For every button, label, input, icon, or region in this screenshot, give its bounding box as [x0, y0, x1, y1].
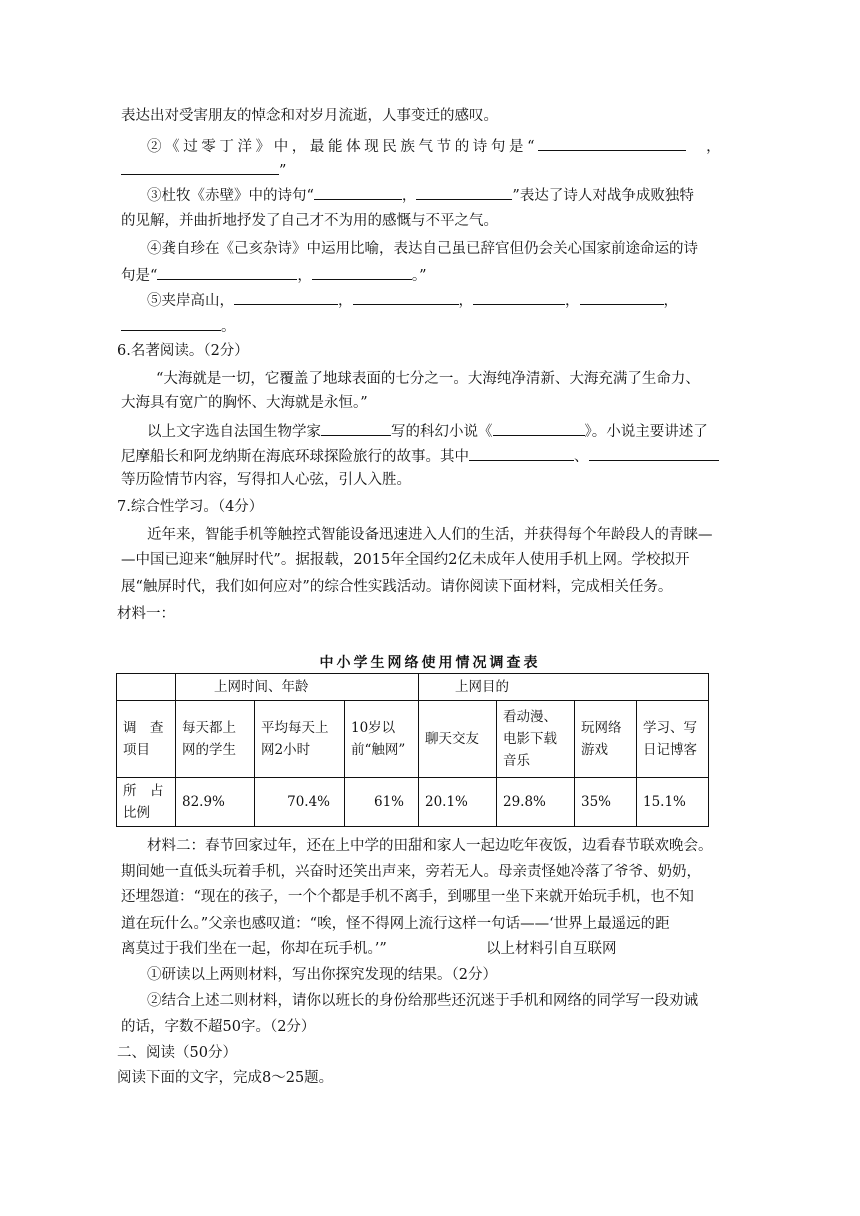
question-heading: 7.综合性学习。（4分）	[117, 499, 264, 515]
text-line: 大海具有宽广的胸怀、大海就是永恒。”	[121, 395, 368, 411]
material-label: 材料一：	[117, 606, 175, 622]
section-heading: 二、阅读（50分）	[117, 1045, 237, 1061]
text-line: 还埋怨道：“现在的孩子，一个个都是手机不离手，到哪里一坐下来就开始玩手机，也不知	[121, 889, 694, 905]
table-header-cell: 学习、写日记博客	[637, 701, 709, 778]
table-cell: 29.8%	[497, 778, 575, 827]
text-line: “大海就是一切，它覆盖了地球表面的七分之一。大海纯净清新、大海充满了生命力、	[156, 371, 700, 387]
table-row-label: 所 占 比例	[117, 778, 176, 827]
table-group-header: 上网时间、年龄	[176, 674, 419, 701]
table-cell: 70.4%	[255, 778, 345, 827]
text-line: 道在玩什么。”父亲也感叹道：“唉，怪不得网上流行这样一句话——‘世界上最遥远的距	[121, 916, 670, 932]
survey-table	[116, 673, 709, 827]
answer-blank[interactable]	[234, 290, 338, 305]
answer-blank[interactable]	[157, 265, 297, 280]
table-row	[117, 701, 709, 778]
answer-blank[interactable]	[493, 421, 585, 436]
text-line: 材料二：春节回家过年，还在上中学的田甜和家人一起边吃年夜饭，边看春节联欢晚会。	[147, 838, 713, 854]
answer-blank[interactable]	[121, 316, 221, 331]
text-line: 等历险情节内容，写得扣人心弦，引人入胜。	[121, 472, 411, 488]
answer-blank[interactable]	[353, 290, 459, 305]
text-line: ④龚自珍在《己亥杂诗》中运用比喻，表达自己虽已辞官但仍会关心国家前途命运的诗	[147, 241, 698, 257]
table-row	[117, 778, 709, 827]
table-header-cell: 每天都上网的学生	[176, 701, 255, 778]
table-cell: 82.9%	[176, 778, 255, 827]
table-header-cell: 10岁以前“触网”	[345, 701, 419, 778]
table-cell: 35%	[575, 778, 637, 827]
table-header-cell: 看动漫、电影下载音乐	[497, 701, 575, 778]
answer-blank[interactable]	[312, 265, 412, 280]
text-line: 近年来，智能手机等触控式智能设备迅速进入人们的生活，并获得每个年龄段人的青睐—	[147, 527, 713, 543]
question-line: ②《过零丁洋》中，最能体现民族气节的诗句是“ ，	[147, 136, 724, 157]
question-line: 句是“ ， 。”	[121, 265, 427, 286]
table-row-label: 调 查 项目	[117, 701, 176, 778]
text-line: —中国已迎来“触屏时代”。据报载，2015年全国约2亿未成年人使用手机上网。学校拟开	[121, 552, 690, 568]
text-line: 的见解，并曲折地抒发了自己才不为用的感慨与不平之气。	[121, 213, 498, 229]
table-group-header: 上网目的	[419, 674, 709, 701]
answer-blank[interactable]	[121, 160, 279, 175]
table-header-cell: 玩网络游戏	[575, 701, 637, 778]
question-line: 。	[121, 316, 236, 337]
table-cell: 20.1%	[419, 778, 497, 827]
task-line: 的话，字数不超50字。（2分）	[121, 1019, 316, 1035]
answer-blank[interactable]	[321, 421, 391, 436]
question-line: 尼摩船长和阿龙纳斯在海底环球探险旅行的故事。其中 、	[121, 446, 719, 467]
answer-blank[interactable]	[580, 290, 664, 305]
question-line: ③杜牧《赤壁》中的诗句“ ， ”表达了诗人对战争成败独特	[147, 185, 694, 206]
question-line: ”	[121, 160, 286, 181]
answer-blank[interactable]	[589, 446, 719, 461]
answer-blank[interactable]	[469, 446, 574, 461]
table-cell: 61%	[345, 778, 419, 827]
table-cell	[117, 674, 176, 701]
table-cell: 15.1%	[637, 778, 709, 827]
task-line: ①研读以上两则材料，写出你探究发现的结果。（2分）	[147, 967, 497, 983]
text-line: 离莫过于我们坐在一起，你却在玩手机。’”	[121, 941, 387, 957]
question-heading: 6.名著阅读。（2分）	[117, 343, 249, 359]
task-line: ②结合上述二则材料，请你以班长的身份给那些还沉迷于手机和网络的同学写一段劝诫	[147, 993, 698, 1009]
answer-blank[interactable]	[314, 185, 402, 200]
question-line: ⑤夹岸高山， ， ， ， ，	[147, 290, 678, 311]
source-note: 以上材料引自互联网	[486, 941, 617, 957]
answer-blank[interactable]	[416, 185, 512, 200]
text-line: 阅读下面的文字，完成8～25题。	[117, 1070, 334, 1086]
text-line: 期间她一直低头玩着手机，兴奋时还笑出声来，旁若无人。母亲责怪她冷落了爷爷、奶奶，	[121, 864, 701, 880]
table-title: 中小学生网络使用情况调查表	[319, 655, 541, 671]
question-line: 以上文字选自法国生物学家 写的科幻小说《 》。小说主要讲述了	[147, 421, 708, 442]
table-header-cell: 聊天交友	[419, 701, 497, 778]
table-row	[117, 674, 709, 701]
text-line: 展“触屏时代，我们如何应对”的综合性实践活动。请你阅读下面材料，完成相关任务。	[121, 579, 673, 595]
answer-blank[interactable]	[473, 290, 565, 305]
table-header-cell: 平均每天上网2小时	[255, 701, 345, 778]
text-line: 表达出对受害朋友的悼念和对岁月流逝，人事变迁的感叹。	[121, 108, 498, 124]
answer-blank[interactable]	[538, 136, 686, 151]
